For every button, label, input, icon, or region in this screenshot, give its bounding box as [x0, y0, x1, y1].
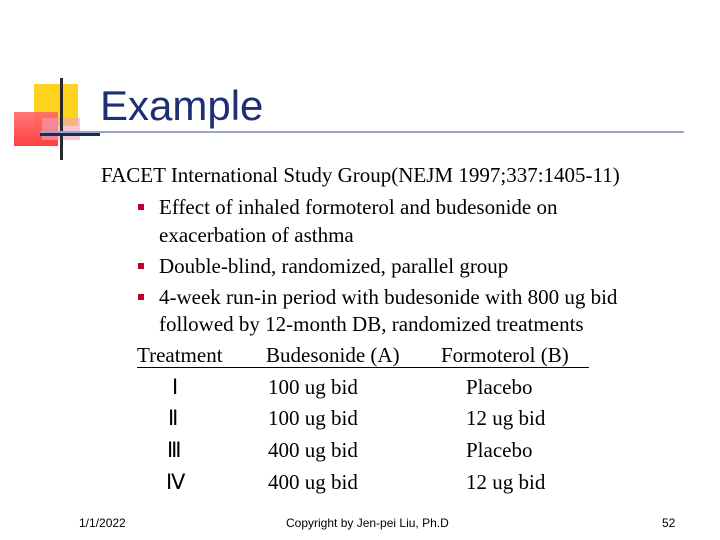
table-cell-budesonide: 100 ug bid [268, 375, 358, 399]
bullet-marker [138, 294, 144, 300]
table-cell-formoterol: Placebo [466, 375, 533, 399]
footer-date: 1/1/2022 [79, 516, 126, 530]
bullet-marker [138, 263, 144, 269]
table-header-treatment: Treatment [137, 343, 223, 367]
bullet-3-line-2: followed by 12-month DB, randomized treatments [159, 312, 584, 336]
table-cell-formoterol: Placebo [466, 438, 533, 462]
table-cell-budesonide: 400 ug bid [268, 438, 358, 462]
title-divider [40, 131, 684, 133]
bullet-marker [138, 204, 144, 210]
bullet-2: Double-blind, randomized, parallel group [159, 254, 509, 278]
slide-title: Example [100, 82, 264, 129]
footer-copyright: Copyright by Jen-pei Liu, Ph.D [286, 516, 449, 530]
table-header-formoterol: Formoterol (B) [441, 343, 569, 367]
intro-line: FACET International Study Group(NEJM 1997;337:1405-11) [101, 163, 620, 187]
table-cell-treatment: Ⅲ [167, 438, 182, 462]
bullet-1-line-2: exacerbation of asthma [159, 223, 354, 247]
table-header-budesonide: Budesonide (A) [266, 343, 400, 367]
table-cell-budesonide: 400 ug bid [268, 470, 358, 494]
table-cell-treatment: Ⅰ [172, 375, 179, 399]
table-cell-budesonide: 100 ug bid [268, 406, 358, 430]
footer-page-number: 52 [662, 516, 676, 530]
table-header-underline [137, 367, 589, 368]
table-cell-formoterol: 12 ug bid [466, 406, 546, 430]
decor-vertical-line [60, 78, 63, 160]
table-cell-treatment: Ⅱ [168, 406, 179, 430]
table-cell-formoterol: 12 ug bid [466, 470, 546, 494]
title-divider-accent [40, 133, 100, 136]
bullet-1-line-1: Effect of inhaled formoterol and budesonide on [159, 195, 558, 219]
table-cell-treatment: Ⅳ [166, 470, 186, 494]
bullet-3-line-1: 4-week run-in period with budesonide with 800 ug bid [159, 285, 618, 309]
